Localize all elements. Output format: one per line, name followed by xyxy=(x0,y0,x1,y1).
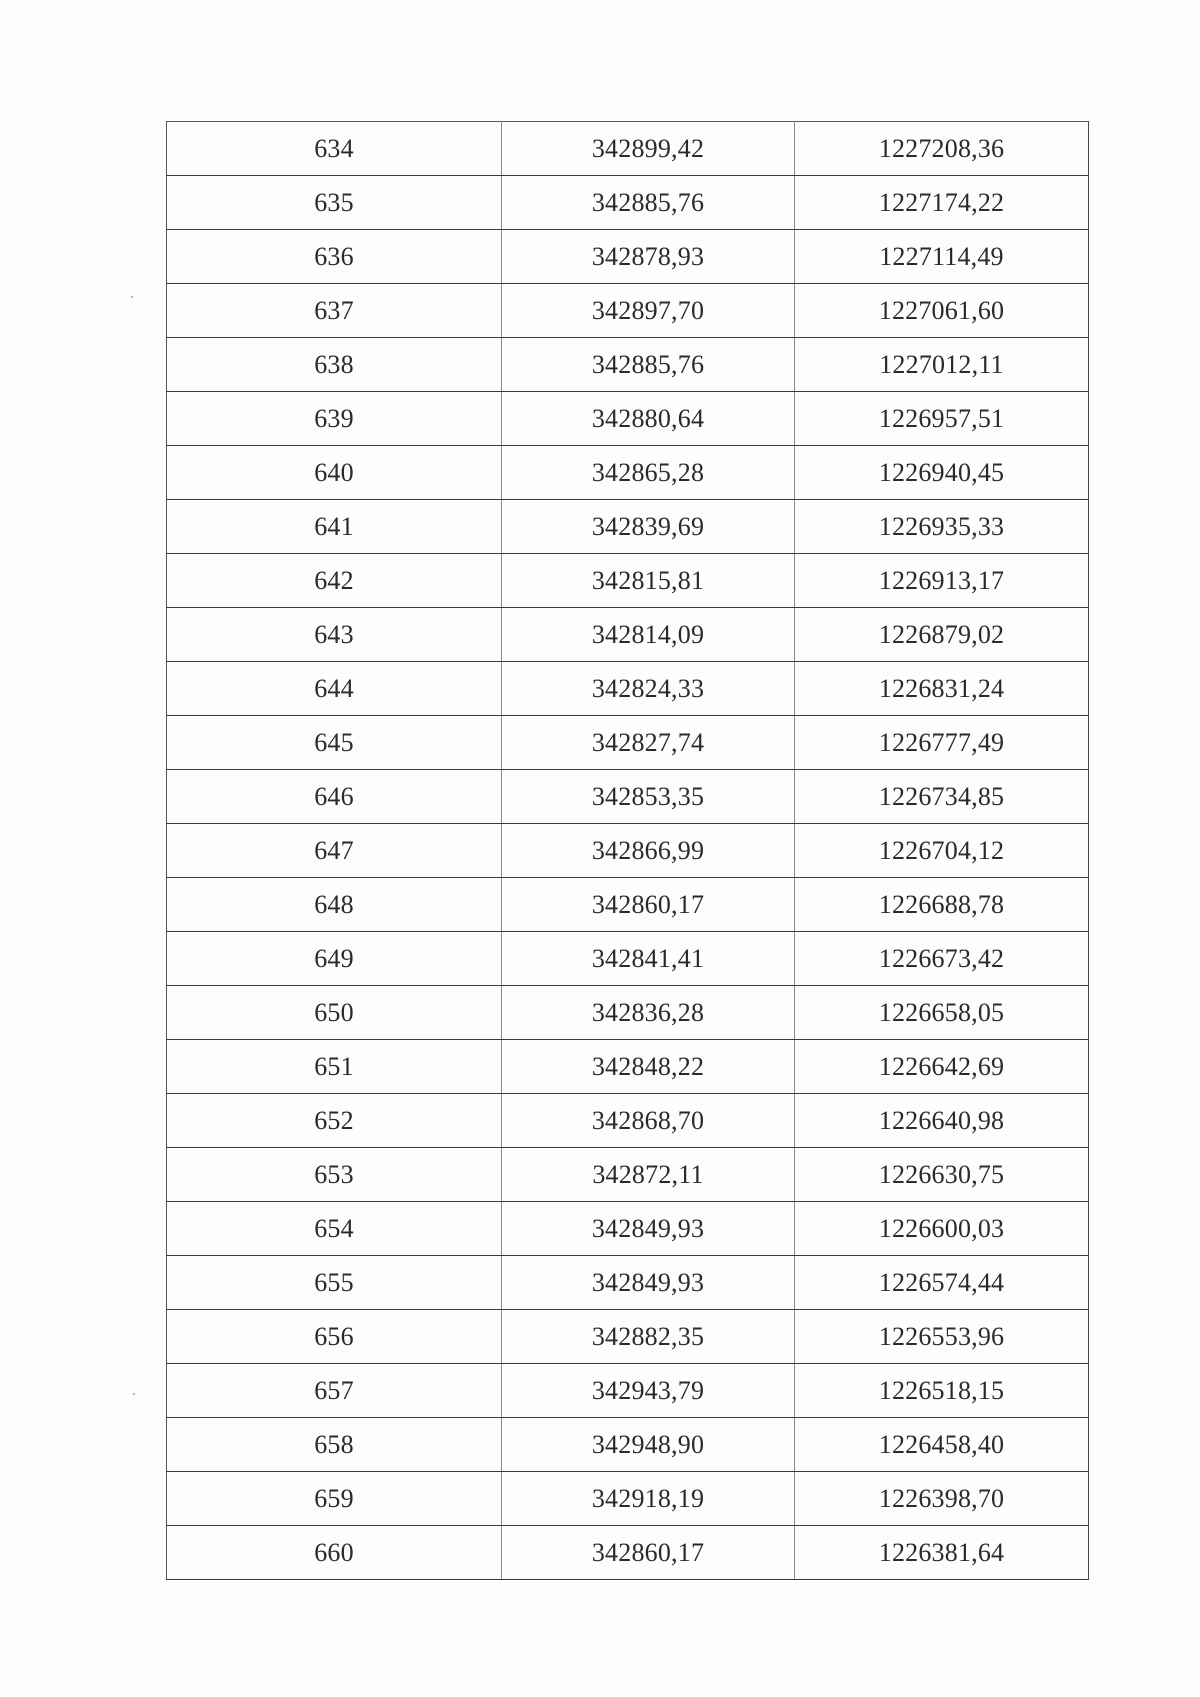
point-number-cell: 651 xyxy=(167,1040,502,1094)
y-coordinate-cell: 1226913,17 xyxy=(795,554,1089,608)
y-coordinate-cell: 1226640,98 xyxy=(795,1094,1089,1148)
table-row xyxy=(167,1418,1089,1472)
x-coordinate-cell: 342880,64 xyxy=(502,392,795,446)
table-row xyxy=(167,1094,1089,1148)
point-number-cell: 637 xyxy=(167,284,502,338)
point-number-cell: 650 xyxy=(167,986,502,1040)
y-coordinate-cell: 1227114,49 xyxy=(795,230,1089,284)
point-number-cell: 654 xyxy=(167,1202,502,1256)
x-coordinate-cell: 342824,33 xyxy=(502,662,795,716)
table-row xyxy=(167,338,1089,392)
table-row xyxy=(167,1310,1089,1364)
table-row xyxy=(167,662,1089,716)
y-coordinate-cell: 1226458,40 xyxy=(795,1418,1089,1472)
table-row xyxy=(167,1256,1089,1310)
x-coordinate-cell: 342899,42 xyxy=(502,122,795,176)
x-coordinate-cell: 342827,74 xyxy=(502,716,795,770)
x-coordinate-cell: 342853,35 xyxy=(502,770,795,824)
scan-speck xyxy=(133,1393,135,1395)
x-coordinate-cell: 342865,28 xyxy=(502,446,795,500)
x-coordinate-cell: 342918,19 xyxy=(502,1472,795,1526)
point-number-cell: 639 xyxy=(167,392,502,446)
table-row xyxy=(167,554,1089,608)
x-coordinate-cell: 342866,99 xyxy=(502,824,795,878)
y-coordinate-cell: 1226879,02 xyxy=(795,608,1089,662)
point-number-cell: 653 xyxy=(167,1148,502,1202)
x-coordinate-cell: 342872,11 xyxy=(502,1148,795,1202)
y-coordinate-cell: 1226398,70 xyxy=(795,1472,1089,1526)
y-coordinate-cell: 1226574,44 xyxy=(795,1256,1089,1310)
y-coordinate-cell: 1226957,51 xyxy=(795,392,1089,446)
y-coordinate-cell: 1226688,78 xyxy=(795,878,1089,932)
table-row xyxy=(167,716,1089,770)
y-coordinate-cell: 1226658,05 xyxy=(795,986,1089,1040)
table-row xyxy=(167,986,1089,1040)
point-number-cell: 656 xyxy=(167,1310,502,1364)
x-coordinate-cell: 342885,76 xyxy=(502,338,795,392)
x-coordinate-cell: 342885,76 xyxy=(502,176,795,230)
point-number-cell: 640 xyxy=(167,446,502,500)
point-number-cell: 655 xyxy=(167,1256,502,1310)
y-coordinate-cell: 1227174,22 xyxy=(795,176,1089,230)
x-coordinate-cell: 342897,70 xyxy=(502,284,795,338)
x-coordinate-cell: 342860,17 xyxy=(502,878,795,932)
table-row xyxy=(167,1472,1089,1526)
coordinates-table-body xyxy=(167,122,1089,1580)
y-coordinate-cell: 1226673,42 xyxy=(795,932,1089,986)
point-number-cell: 657 xyxy=(167,1364,502,1418)
point-number-cell: 660 xyxy=(167,1526,502,1580)
y-coordinate-cell: 1226777,49 xyxy=(795,716,1089,770)
table-row xyxy=(167,1364,1089,1418)
point-number-cell: 634 xyxy=(167,122,502,176)
table-row xyxy=(167,230,1089,284)
table-row xyxy=(167,1040,1089,1094)
y-coordinate-cell: 1226734,85 xyxy=(795,770,1089,824)
point-number-cell: 647 xyxy=(167,824,502,878)
point-number-cell: 648 xyxy=(167,878,502,932)
table-row xyxy=(167,1202,1089,1256)
y-coordinate-cell: 1226831,24 xyxy=(795,662,1089,716)
point-number-cell: 659 xyxy=(167,1472,502,1526)
y-coordinate-cell: 1226704,12 xyxy=(795,824,1089,878)
y-coordinate-cell: 1226518,15 xyxy=(795,1364,1089,1418)
x-coordinate-cell: 342836,28 xyxy=(502,986,795,1040)
table-row xyxy=(167,878,1089,932)
table-row xyxy=(167,608,1089,662)
y-coordinate-cell: 1226600,03 xyxy=(795,1202,1089,1256)
x-coordinate-cell: 342814,09 xyxy=(502,608,795,662)
table-row xyxy=(167,1148,1089,1202)
point-number-cell: 641 xyxy=(167,500,502,554)
point-number-cell: 652 xyxy=(167,1094,502,1148)
x-coordinate-cell: 342878,93 xyxy=(502,230,795,284)
y-coordinate-cell: 1226630,75 xyxy=(795,1148,1089,1202)
point-number-cell: 635 xyxy=(167,176,502,230)
point-number-cell: 636 xyxy=(167,230,502,284)
y-coordinate-cell: 1227012,11 xyxy=(795,338,1089,392)
x-coordinate-cell: 342848,22 xyxy=(502,1040,795,1094)
table-row xyxy=(167,122,1089,176)
table-row xyxy=(167,500,1089,554)
table-row xyxy=(167,932,1089,986)
x-coordinate-cell: 342860,17 xyxy=(502,1526,795,1580)
table-row xyxy=(167,1526,1089,1580)
point-number-cell: 642 xyxy=(167,554,502,608)
y-coordinate-cell: 1227061,60 xyxy=(795,284,1089,338)
x-coordinate-cell: 342815,81 xyxy=(502,554,795,608)
table-row xyxy=(167,284,1089,338)
point-number-cell: 643 xyxy=(167,608,502,662)
y-coordinate-cell: 1226381,64 xyxy=(795,1526,1089,1580)
y-coordinate-cell: 1226553,96 xyxy=(795,1310,1089,1364)
table-row xyxy=(167,392,1089,446)
x-coordinate-cell: 342849,93 xyxy=(502,1202,795,1256)
point-number-cell: 649 xyxy=(167,932,502,986)
y-coordinate-cell: 1226642,69 xyxy=(795,1040,1089,1094)
point-number-cell: 646 xyxy=(167,770,502,824)
point-number-cell: 658 xyxy=(167,1418,502,1472)
x-coordinate-cell: 342868,70 xyxy=(502,1094,795,1148)
coordinates-table xyxy=(166,121,1089,1580)
x-coordinate-cell: 342948,90 xyxy=(502,1418,795,1472)
y-coordinate-cell: 1226940,45 xyxy=(795,446,1089,500)
table-row xyxy=(167,824,1089,878)
x-coordinate-cell: 342839,69 xyxy=(502,500,795,554)
table-row xyxy=(167,446,1089,500)
point-number-cell: 638 xyxy=(167,338,502,392)
table-row xyxy=(167,176,1089,230)
table-row xyxy=(167,770,1089,824)
x-coordinate-cell: 342882,35 xyxy=(502,1310,795,1364)
scan-speck xyxy=(131,296,133,298)
point-number-cell: 644 xyxy=(167,662,502,716)
y-coordinate-cell: 1227208,36 xyxy=(795,122,1089,176)
point-number-cell: 645 xyxy=(167,716,502,770)
x-coordinate-cell: 342841,41 xyxy=(502,932,795,986)
y-coordinate-cell: 1226935,33 xyxy=(795,500,1089,554)
x-coordinate-cell: 342849,93 xyxy=(502,1256,795,1310)
x-coordinate-cell: 342943,79 xyxy=(502,1364,795,1418)
